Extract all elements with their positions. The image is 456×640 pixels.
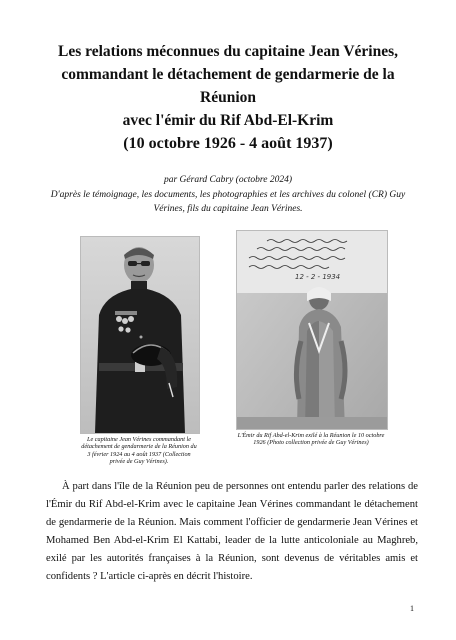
document-title	[40, 40, 416, 155]
body-paragraph: À part dans l'île de la Réunion peu de personnes ont entendu parler des relations de l'Émir du Rif Abd-el-Krim avec le capitaine Jean Vérines commandant le détachement de gendarmerie de la Réunion. Mais comment l'officier de gendarmerie Jean Vérines et Mohamed Ben Abd-el-Krim El Kattabi, leader de la lutte anticoloniale au Maghreb, exilé par les autorités françaises à la Réunion, sont devenus de véritables amis et confidents ? L'article ci-après en décrit l'histoire.	[46, 481, 418, 582]
title-line-2: commandant le détachement de gendarmerie de la	[61, 66, 395, 83]
captain-portrait-image	[81, 237, 199, 433]
caption-captain: Le capitaine Jean Vérines commandant le détachement de gendarmerie de la Réunion du 3 février 1924 au 4 août 1937 (Collection privée de Guy Vérines).	[81, 436, 197, 466]
page-number: 1	[410, 604, 414, 613]
figure-emir	[236, 230, 386, 447]
title-line-1: Les relations méconnues du capitaine Jean Vérines,	[57, 43, 398, 60]
title-line-3: Réunion	[200, 89, 256, 106]
author-byline: par Gérard Cabry (octobre 2024)	[163, 175, 293, 185]
title-dates: (10 octobre 1926 - 4 août 1937)	[123, 135, 333, 152]
emir-portrait-image	[237, 231, 387, 429]
handwriting-date: 12 - 2 - 1934	[295, 273, 341, 281]
photo-emir	[236, 230, 388, 430]
caption-emir: L'Émir du Rif Abd-el-Krim exilé à la Réunion le 10 octobre 1926 (Photo collection privée de Guy Vérines)	[237, 432, 385, 447]
title-line-4: avec l'émir du Rif Abd-El-Krim	[122, 112, 334, 129]
figure-captain	[80, 236, 198, 466]
photo-captain	[80, 236, 200, 434]
source-note: D'après le témoignage, les documents, les photographies et les archives du colonel (CR) Guy Vérines, fils du capitaine Jean Vérines.	[50, 190, 406, 214]
